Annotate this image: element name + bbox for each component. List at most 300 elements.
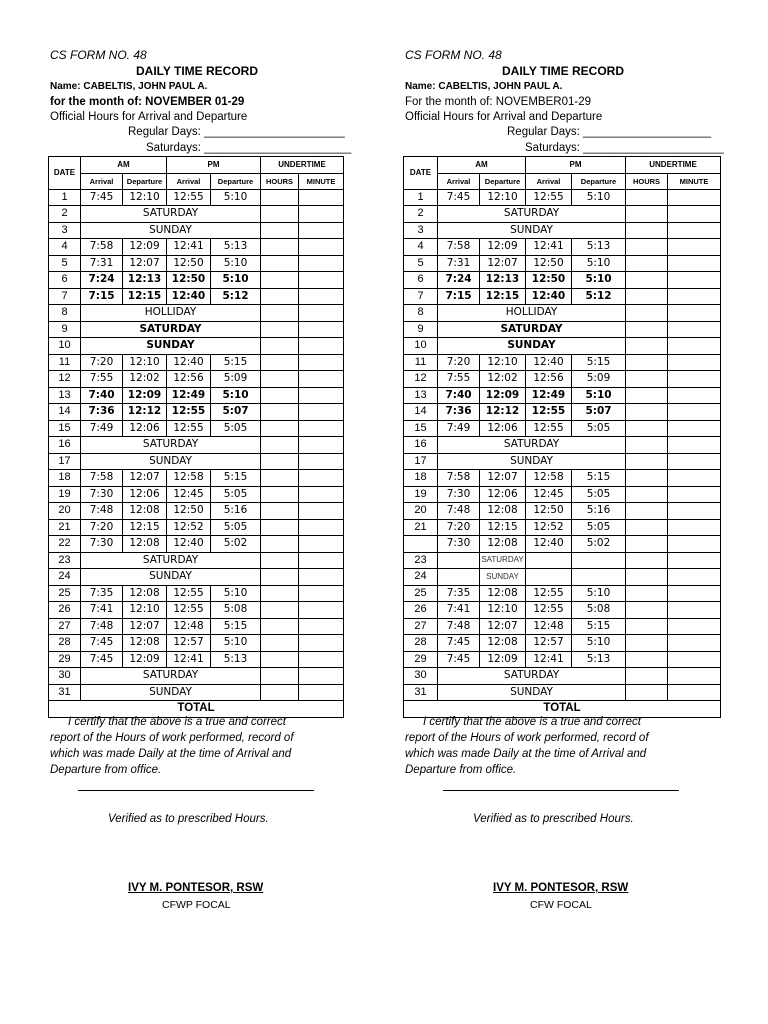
am-departure-cell: 12:09 [480, 387, 526, 404]
am-departure-cell: 12:07 [480, 618, 526, 635]
pm-arrival-cell: 12:50 [526, 255, 572, 272]
minute-cell [299, 552, 344, 569]
form-number: CS FORM NO. 48 [50, 48, 147, 62]
pm-departure-cell: 5:10 [211, 585, 261, 602]
minute-cell [299, 437, 344, 454]
day-label-cell: SATURDAY [438, 437, 626, 454]
pm-arrival-cell: 12:55 [167, 602, 211, 619]
minute-cell [299, 470, 344, 487]
hours-cell [626, 486, 668, 503]
pm-departure-cell: 5:07 [211, 404, 261, 421]
pm-departure-cell: 5:15 [211, 618, 261, 635]
am-arrival-cell: 7:35 [81, 585, 123, 602]
hours-cell [626, 338, 668, 355]
pm-departure-cell: 5:10 [211, 387, 261, 404]
pm-departure-cell: 5:13 [211, 239, 261, 256]
official-hours-label: Official Hours for Arrival and Departure [50, 111, 248, 123]
minute-cell [668, 618, 721, 635]
date-cell: 14 [49, 404, 81, 421]
date-cell: 29 [404, 651, 438, 668]
day-row [49, 552, 344, 569]
hours-cell [261, 354, 299, 371]
pm-arrival-cell: 12:40 [526, 354, 572, 371]
pm-departure-cell: 5:09 [572, 371, 626, 388]
date-cell: 23 [404, 552, 438, 569]
certification-text: I certify that the above is a true and correct report of the Hours of work performed, record of which was made Daily at the time of Arrival and Departure from office. [405, 716, 649, 776]
day-row [404, 222, 721, 239]
hours-cell [626, 206, 668, 223]
pm-arrival-cell: 12:49 [526, 387, 572, 404]
hours-cell [626, 602, 668, 619]
minute-cell [299, 239, 344, 256]
minute-cell [299, 321, 344, 338]
am-departure-cell: 12:09 [123, 387, 167, 404]
minute-cell [299, 371, 344, 388]
date-cell: 17 [404, 453, 438, 470]
day-label-cell: SATURDAY [438, 321, 626, 338]
hours-cell [626, 635, 668, 652]
minute-cell [299, 602, 344, 619]
hours-cell [261, 618, 299, 635]
minute-cell [668, 404, 721, 421]
day-label-cell: HOLLIDAY [438, 305, 626, 322]
hours-cell [626, 552, 668, 569]
pm-departure-header: Departure [572, 173, 626, 189]
minute-cell [668, 569, 721, 586]
minute-cell [668, 585, 721, 602]
pm-arrival-cell: 12:55 [167, 585, 211, 602]
am-arrival-cell: 7:45 [438, 189, 480, 206]
hours-cell [626, 354, 668, 371]
am-arrival-cell: 7:41 [81, 602, 123, 619]
am-arrival-cell: 7:15 [81, 288, 123, 305]
date-cell: 5 [49, 255, 81, 272]
date-cell: 8 [49, 305, 81, 322]
pm-departure-cell: 5:15 [572, 470, 626, 487]
am-departure-cell: 12:12 [123, 404, 167, 421]
pm-arrival-cell: 12:48 [167, 618, 211, 635]
am-departure-cell: 12:09 [480, 651, 526, 668]
day-label-cell: SUNDAY [81, 453, 261, 470]
day-label-cell: SUNDAY [438, 338, 626, 355]
pm-departure-cell: 5:13 [211, 651, 261, 668]
minute-cell [668, 371, 721, 388]
minute-cell [668, 453, 721, 470]
undertime-header: UNDERTIME [626, 157, 721, 174]
am-departure-cell: 12:07 [480, 470, 526, 487]
day-row [404, 206, 721, 223]
am-departure-cell: 12:10 [480, 189, 526, 206]
hours-cell [626, 420, 668, 437]
day-row [49, 470, 344, 487]
day-row [49, 618, 344, 635]
am-arrival-cell [438, 552, 480, 569]
hours-cell [261, 321, 299, 338]
day-row [404, 272, 721, 289]
day-row [49, 222, 344, 239]
am-arrival-cell: 7:58 [81, 470, 123, 487]
hours-cell [626, 305, 668, 322]
minute-cell [299, 585, 344, 602]
date-cell: 20 [49, 503, 81, 520]
date-cell: 19 [49, 486, 81, 503]
pm-departure-cell: 5:02 [572, 536, 626, 553]
pm-departure-cell: 5:13 [572, 651, 626, 668]
day-row [404, 437, 721, 454]
day-row [49, 437, 344, 454]
pm-departure-cell: 5:10 [572, 635, 626, 652]
hours-cell [626, 585, 668, 602]
pm-departure-cell: 5:12 [211, 288, 261, 305]
day-row [49, 503, 344, 520]
pm-departure-cell: 5:10 [211, 272, 261, 289]
date-cell: 12 [49, 371, 81, 388]
date-cell: 15 [404, 420, 438, 437]
am-departure-cell: 12:08 [123, 585, 167, 602]
regular-days-line: Regular Days: ____________________ [507, 126, 711, 138]
am-departure-cell: 12:06 [480, 486, 526, 503]
date-cell: 8 [404, 305, 438, 322]
am-arrival-cell: 7:24 [438, 272, 480, 289]
minute-cell [299, 404, 344, 421]
pm-arrival-cell: 12:55 [526, 602, 572, 619]
day-row [404, 239, 721, 256]
day-row [49, 651, 344, 668]
day-row [49, 305, 344, 322]
am-arrival-cell: 7:40 [81, 387, 123, 404]
pm-departure-cell: 5:07 [572, 404, 626, 421]
date-cell: 7 [49, 288, 81, 305]
date-cell: 25 [404, 585, 438, 602]
hours-header: HOURS [626, 173, 668, 189]
day-label-cell: SATURDAY [438, 668, 626, 685]
pm-arrival-header: Arrival [167, 173, 211, 189]
minute-cell [668, 602, 721, 619]
date-cell: 10 [49, 338, 81, 355]
total-row: TOTAL [49, 701, 344, 718]
pm-departure-cell: 5:05 [572, 519, 626, 536]
hours-cell [626, 288, 668, 305]
day-row [404, 651, 721, 668]
pm-arrival-cell: 12:56 [526, 371, 572, 388]
pm-arrival-cell: 12:41 [526, 651, 572, 668]
date-cell: 6 [404, 272, 438, 289]
minute-cell [299, 651, 344, 668]
am-arrival-cell: 7:58 [438, 470, 480, 487]
signer-name: IVY M. PONTESOR, RSW [493, 882, 629, 894]
pm-arrival-cell: 12:40 [526, 536, 572, 553]
pm-departure-cell: 5:10 [211, 189, 261, 206]
signer-name: IVY M. PONTESOR, RSW [128, 882, 264, 894]
am-departure-cell: 12:10 [480, 354, 526, 371]
pm-arrival-cell: 12:58 [167, 470, 211, 487]
minute-cell [668, 189, 721, 206]
day-row [49, 635, 344, 652]
minute-cell [668, 288, 721, 305]
day-row [404, 684, 721, 701]
pm-arrival-cell: 12:50 [526, 272, 572, 289]
date-cell: 10 [404, 338, 438, 355]
hours-cell [261, 437, 299, 454]
date-cell [404, 536, 438, 553]
hours-cell [626, 272, 668, 289]
day-row [49, 387, 344, 404]
day-row [404, 536, 721, 553]
day-row [49, 668, 344, 685]
day-row [49, 371, 344, 388]
total-row: TOTAL [404, 701, 721, 718]
am-arrival-header: Arrival [438, 173, 480, 189]
am-arrival-cell: 7:31 [438, 255, 480, 272]
pm-arrival-cell: 12:55 [167, 404, 211, 421]
day-row [49, 338, 344, 355]
pm-departure-cell: 5:10 [572, 189, 626, 206]
am-departure-cell: 12:06 [123, 486, 167, 503]
hours-cell [626, 387, 668, 404]
hours-cell [261, 404, 299, 421]
hours-cell [626, 371, 668, 388]
day-label-cell: SUNDAY [81, 569, 261, 586]
form-title: DAILY TIME RECORD [136, 64, 259, 78]
day-row [49, 536, 344, 553]
minute-cell [299, 684, 344, 701]
date-cell: 30 [404, 668, 438, 685]
day-row [404, 470, 721, 487]
day-row [404, 420, 721, 437]
pm-arrival-cell: 12:50 [167, 272, 211, 289]
pm-departure-cell: 5:05 [211, 420, 261, 437]
official-hours-label: Official Hours for Arrival and Departure [405, 111, 603, 123]
minute-cell [299, 255, 344, 272]
am-departure-cell: 12:08 [123, 635, 167, 652]
day-row [404, 404, 721, 421]
date-cell: 3 [404, 222, 438, 239]
pm-departure-cell: 5:05 [211, 519, 261, 536]
month-period: For the month of: NOVEMBER01-29 [405, 96, 591, 108]
verified-text: Verified as to prescribed Hours. [108, 813, 269, 825]
certification-text: I certify that the above is a true and correct report of the Hours of work performed, record of which was made Daily at the time of Arrival and Departure from office. [50, 716, 294, 776]
pm-arrival-cell: 12:55 [167, 189, 211, 206]
date-cell: 9 [49, 321, 81, 338]
hours-cell [626, 222, 668, 239]
day-row [404, 321, 721, 338]
minute-cell [299, 272, 344, 289]
hours-cell [261, 189, 299, 206]
day-label-cell: SATURDAY [81, 321, 261, 338]
date-cell: 23 [49, 552, 81, 569]
am-arrival-cell: 7:36 [81, 404, 123, 421]
day-row [49, 453, 344, 470]
signature-line [443, 790, 679, 791]
minute-cell [299, 503, 344, 520]
am-arrival-cell: 7:58 [438, 239, 480, 256]
minute-cell [299, 486, 344, 503]
hours-cell [261, 651, 299, 668]
date-cell: 17 [49, 453, 81, 470]
hours-cell [261, 569, 299, 586]
day-label-cell: SUNDAY [438, 453, 626, 470]
day-row [404, 569, 721, 586]
am-departure-cell: 12:10 [123, 189, 167, 206]
am-departure-cell: 12:09 [123, 239, 167, 256]
day-row [49, 486, 344, 503]
am-departure-cell: 12:07 [123, 470, 167, 487]
minute-cell [668, 668, 721, 685]
pm-departure-cell [572, 569, 626, 586]
date-cell: 25 [49, 585, 81, 602]
date-cell: 3 [49, 222, 81, 239]
am-departure-cell: 12:07 [480, 255, 526, 272]
minute-cell [299, 453, 344, 470]
hours-cell [261, 552, 299, 569]
pm-departure-cell: 5:09 [211, 371, 261, 388]
pm-arrival-cell: 12:40 [167, 288, 211, 305]
time-record-table [48, 156, 344, 718]
hours-cell [261, 470, 299, 487]
hours-cell [261, 635, 299, 652]
day-row [49, 354, 344, 371]
day-row [404, 519, 721, 536]
minute-cell [668, 305, 721, 322]
minute-cell [668, 437, 721, 454]
minute-cell [668, 536, 721, 553]
month-period: for the month of: NOVEMBER 01-29 [50, 96, 245, 108]
am-arrival-cell: 7:41 [438, 602, 480, 619]
hours-cell [626, 404, 668, 421]
am-departure-cell: 12:10 [123, 354, 167, 371]
verified-text: Verified as to prescribed Hours. [473, 813, 634, 825]
pm-header: PM [167, 157, 261, 174]
day-label-cell: SATURDAY [81, 206, 261, 223]
am-arrival-cell: 7:55 [81, 371, 123, 388]
day-row [49, 602, 344, 619]
day-row [404, 585, 721, 602]
day-label-cell: SUNDAY [480, 569, 526, 586]
am-arrival-cell: 7:58 [81, 239, 123, 256]
pm-departure-cell: 5:15 [572, 354, 626, 371]
hours-cell [261, 239, 299, 256]
pm-arrival-cell: 12:45 [167, 486, 211, 503]
hours-cell [261, 684, 299, 701]
pm-departure-header: Departure [211, 173, 261, 189]
am-departure-cell: 12:13 [123, 272, 167, 289]
pm-departure-cell: 5:10 [572, 255, 626, 272]
hours-cell [261, 420, 299, 437]
am-arrival-cell: 7:45 [81, 635, 123, 652]
day-row [404, 305, 721, 322]
hours-cell [626, 437, 668, 454]
pm-departure-cell: 5:13 [572, 239, 626, 256]
am-arrival-cell: 7:30 [81, 486, 123, 503]
minute-cell [299, 222, 344, 239]
day-label-cell: SATURDAY [438, 206, 626, 223]
pm-arrival-cell: 12:50 [167, 255, 211, 272]
am-departure-header: Departure [123, 173, 167, 189]
date-cell: 31 [49, 684, 81, 701]
date-cell: 11 [404, 354, 438, 371]
date-cell: 5 [404, 255, 438, 272]
saturdays-line: Saturdays: _______________________ [146, 142, 352, 154]
pm-arrival-cell [526, 552, 572, 569]
date-cell: 6 [49, 272, 81, 289]
am-arrival-cell: 7:45 [438, 635, 480, 652]
pm-arrival-cell [526, 569, 572, 586]
date-cell: 27 [49, 618, 81, 635]
am-departure-cell: 12:07 [123, 255, 167, 272]
minute-cell [668, 519, 721, 536]
day-row [404, 486, 721, 503]
undertime-header: UNDERTIME [261, 157, 344, 174]
minute-cell [668, 635, 721, 652]
am-header: AM [81, 157, 167, 174]
am-departure-cell: 12:15 [480, 288, 526, 305]
hours-cell [626, 651, 668, 668]
pm-arrival-cell: 12:58 [526, 470, 572, 487]
pm-arrival-cell: 12:55 [526, 420, 572, 437]
pm-arrival-header: Arrival [526, 173, 572, 189]
am-departure-cell: 12:12 [480, 404, 526, 421]
date-cell: 18 [49, 470, 81, 487]
date-cell: 12 [404, 371, 438, 388]
form-number: CS FORM NO. 48 [405, 48, 502, 62]
pm-departure-cell: 5:12 [572, 288, 626, 305]
am-departure-cell: 12:07 [123, 618, 167, 635]
hours-cell [626, 239, 668, 256]
date-cell: 18 [404, 470, 438, 487]
am-arrival-header: Arrival [81, 173, 123, 189]
minute-cell [299, 519, 344, 536]
day-row [49, 321, 344, 338]
am-arrival-cell: 7:20 [81, 519, 123, 536]
date-cell: 26 [49, 602, 81, 619]
am-departure-cell: 12:09 [123, 651, 167, 668]
date-cell: 13 [49, 387, 81, 404]
pm-arrival-cell: 12:55 [167, 420, 211, 437]
minute-cell [299, 288, 344, 305]
day-row [49, 684, 344, 701]
pm-departure-cell: 5:05 [572, 486, 626, 503]
day-row [49, 255, 344, 272]
am-departure-cell: 12:08 [123, 503, 167, 520]
am-departure-cell: 12:06 [480, 420, 526, 437]
pm-departure-cell: 5:16 [572, 503, 626, 520]
minute-cell [668, 486, 721, 503]
pm-arrival-cell: 12:40 [167, 536, 211, 553]
pm-departure-cell: 5:15 [211, 470, 261, 487]
day-row [404, 387, 721, 404]
date-cell: 15 [49, 420, 81, 437]
day-label-cell: SATURDAY [81, 552, 261, 569]
hours-cell [626, 321, 668, 338]
am-arrival-cell: 7:20 [438, 354, 480, 371]
date-cell: 21 [49, 519, 81, 536]
hours-cell [261, 536, 299, 553]
minute-cell [668, 684, 721, 701]
date-cell: 28 [404, 635, 438, 652]
am-arrival-cell: 7:40 [438, 387, 480, 404]
date-cell: 4 [49, 239, 81, 256]
am-departure-header: Departure [480, 173, 526, 189]
minute-cell [299, 354, 344, 371]
am-arrival-cell: 7:20 [81, 354, 123, 371]
hours-cell [626, 618, 668, 635]
date-cell: 20 [404, 503, 438, 520]
date-cell: 2 [49, 206, 81, 223]
minute-cell [299, 668, 344, 685]
signature-line [78, 790, 314, 791]
pm-arrival-cell: 12:57 [167, 635, 211, 652]
signer-position: CFWP FOCAL [162, 899, 231, 911]
